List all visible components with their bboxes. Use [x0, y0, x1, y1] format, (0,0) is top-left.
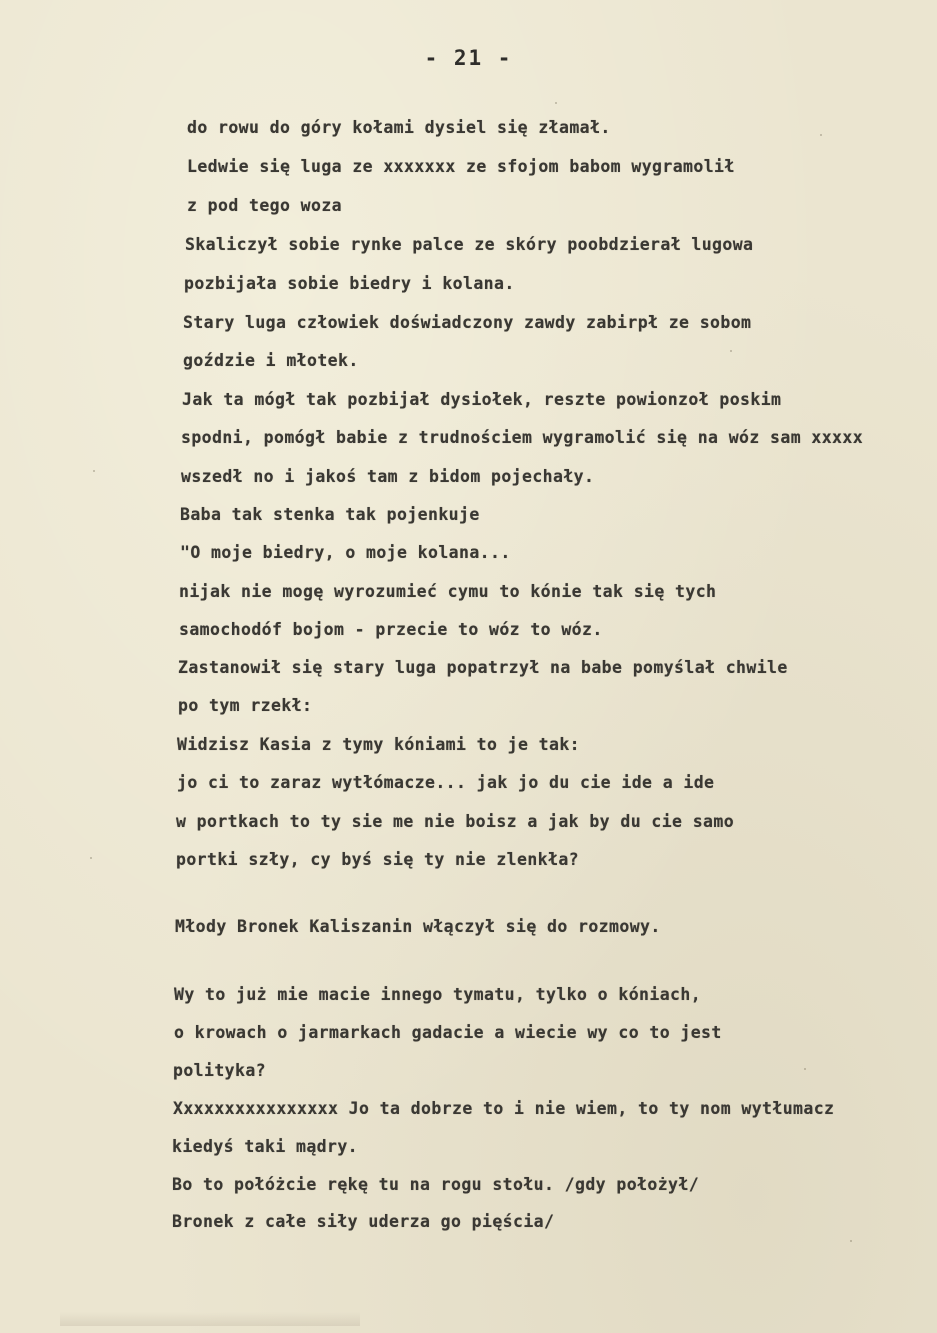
text-line: portki szły, cy byś się ty nie zlenkła?: [176, 850, 580, 869]
paper-speck: [804, 1068, 806, 1070]
text-line: nijak nie mogę wyrozumieć cymu to kónie tak się tych: [179, 582, 717, 601]
text-line: Wy to już mie macie innego tymatu, tylko o kóniach,: [174, 985, 702, 1004]
text-line: "O moje biedry, o moje kolana...: [180, 543, 511, 562]
text-line: kiedyś taki mądry.: [172, 1137, 359, 1156]
text-line: w portkach to ty sie me nie boisz a jak by du cie samo: [176, 812, 735, 831]
text-line: polityka?: [173, 1061, 267, 1080]
paper-speck: [90, 857, 92, 859]
text-line: samochodóf bojom - przecie to wóz to wóz.: [179, 620, 603, 639]
text-line: pozbijała sobie biedry i kolana.: [184, 274, 515, 293]
text-line: Jak ta mógł tak pozbijał dysiołek, reszte powionzoł poskim: [182, 390, 782, 409]
text-line: Bronek z całe siły uderza go pięścia/: [172, 1212, 555, 1231]
text-line: Stary luga człowiek doświadczony zawdy zabirpł ze sobom: [183, 313, 752, 332]
text-line: o krowach o jarmarkach gadacie a wiecie wy co to jest: [174, 1023, 722, 1042]
text-line: Xxxxxxxxxxxxxxxx Jo ta dobrze to i nie wiem, to ty nom wytłumacz: [173, 1099, 835, 1118]
paper-edge-shadow: [60, 1312, 360, 1326]
text-line: Ledwie się luga ze xxxxxxx ze sfojom babom wygramolił: [187, 157, 735, 176]
text-line: jo ci to zaraz wytłómacze... jak jo du cie ide a ide: [177, 773, 715, 792]
paper-speck: [555, 102, 557, 104]
text-line: goździe i młotek.: [183, 351, 359, 370]
text-line: Zastanowił się stary luga popatrzył na babe pomyślał chwile: [178, 658, 788, 677]
text-line: Bo to połóżcie rękę tu na rogu stołu. /gdy położył/: [172, 1175, 700, 1194]
page-number: - 21 -: [424, 46, 513, 70]
text-line: Widzisz Kasia z tymy kóniami to je tak:: [177, 735, 581, 754]
text-line: po tym rzekł:: [178, 696, 313, 715]
text-line: do rowu do góry kołami dysiel się złamał.: [187, 118, 611, 137]
text-line: Młody Bronek Kaliszanin włączył się do rozmowy.: [175, 917, 661, 936]
paper-speck: [730, 350, 732, 352]
text-line: z pod tego woza: [187, 196, 343, 215]
text-line: Skaliczył sobie rynke palce ze skóry poobdzierał lugowa: [185, 235, 754, 254]
text-line: spodni, pomógł babie z trudnościem wygramolić się na wóz sam xxxxx: [181, 428, 864, 447]
paper-speck: [850, 1240, 852, 1242]
paper-speck: [93, 470, 95, 472]
text-line: Baba tak stenka tak pojenkuje: [180, 505, 480, 524]
paper-speck: [820, 134, 822, 136]
text-line: wszedł no i jakoś tam z bidom pojechały.: [181, 467, 595, 486]
